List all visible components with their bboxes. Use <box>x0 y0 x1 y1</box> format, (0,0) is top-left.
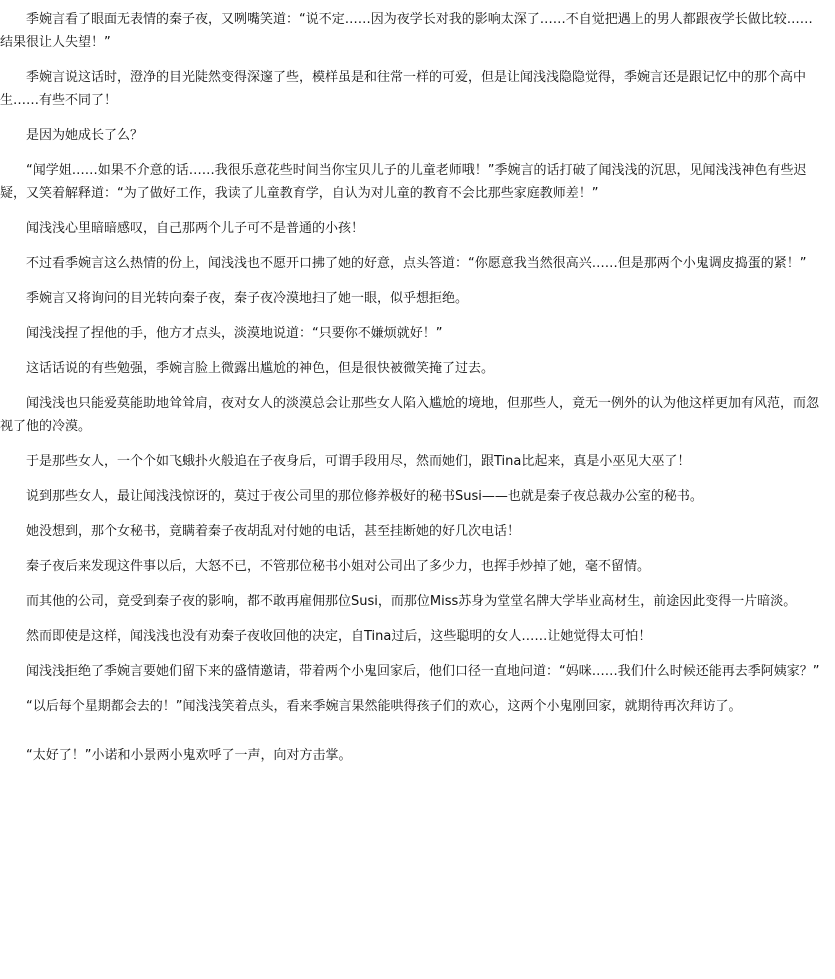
paragraph-8: 闻浅浅捏了捏他的手，他方才点头，淡漠地说道：“只要你不嫌烦就好！” <box>26 326 443 341</box>
paragraph-17: 闻浅浅拒绝了季婉言要她们留下来的盛情邀请，带着两个小鬼回家后，他们口径一直地问道：“妈咪……我们什么时候还能再去季阿姨家？” <box>26 664 820 679</box>
paragraph-11: 于是那些女人，一个个如飞蛾扑火般追在子夜身后，可谓手段用尽，然而她们，跟Tina比起来，真是小巫见大巫了！ <box>26 454 691 469</box>
paragraph-1: 季婉言看了眼面无表情的秦子夜，又咧嘴笑道：“说不定……因为夜学长对我的影响太深了……不自觉把遇上的男人都跟夜学长做比较……结果很让人失望！” <box>0 12 813 50</box>
paragraph-2: 季婉言说这话时，澄净的目光陡然变得深邃了些，模样虽是和往常一样的可爱，但是让闻浅浅隐隐觉得，季婉言还是跟记忆中的那个高中生……有些不同了！ <box>0 70 807 108</box>
paragraph-4: “闻学姐……如果不介意的话……我很乐意花些时间当你宝贝儿子的儿童老师哦！”季婉言的话打破了闻浅浅的沉思，见闻浅浅神色有些迟疑，又笑着解释道：“为了做好工作，我读了儿童教育学，自认为对儿童的教育不会比那些家庭教师差！” <box>0 163 807 201</box>
paragraph-6: 不过看季婉言这么热情的份上，闻浅浅也不愿开口拂了她的好意，点头答道：“你愿意我当然很高兴……但是那两个小鬼调皮捣蛋的紧！” <box>26 256 807 271</box>
paragraph-3: 是因为她成长了么？ <box>26 128 144 143</box>
paragraph-14: 秦子夜后来发现这件事以后，大怒不已，不管那位秘书小姐对公司出了多少力，也挥手炒掉了她，毫不留情。 <box>26 559 651 574</box>
paragraph-9: 这话话说的有些勉强，季婉言脸上微露出尴尬的神色，但是很快被微笑掩了过去。 <box>26 361 495 376</box>
paragraph-15: 而其他的公司，竟受到秦子夜的影响，都不敢再雇佣那位Susi，而那位Miss苏身为堂堂名牌大学毕业高材生，前途因此变得一片暗淡。 <box>26 594 797 609</box>
paragraph-5: 闻浅浅心里暗暗感叹，自己那两个儿子可不是普通的小孩！ <box>26 221 365 236</box>
paragraph-7: 季婉言又将询问的目光转向秦子夜，秦子夜冷漠地扫了她一眼，似乎想拒绝。 <box>26 291 469 306</box>
paragraph-13: 她没想到，那个女秘书，竟瞒着秦子夜胡乱对付她的电话，甚至挂断她的好几次电话！ <box>26 524 521 539</box>
paragraph-10: 闻浅浅也只能爱莫能助地耸耸肩，夜对女人的淡漠总会让那些女人陷入尴尬的境地，但那些人，竟无一例外的认为他这样更加有风范，而忽视了他的冷漠。 <box>0 396 820 434</box>
paragraph-18: “以后每个星期都会去的！”闻浅浅笑着点头，看来季婉言果然能哄得孩子们的欢心，这两个小鬼刚回家，就期待再次拜访了。 <box>26 699 742 714</box>
paragraph-12: 说到那些女人，最让闻浅浅惊讶的，莫过于夜公司里的那位修养极好的秘书Susi——也就是秦子夜总裁办公室的秘书。 <box>26 489 703 504</box>
paragraph-19: “太好了！”小诺和小景两小鬼欢呼了一声，向对方击掌。 <box>26 748 352 763</box>
paragraph-16: 然而即使是这样，闻浅浅也没有劝秦子夜收回他的决定，自Tina过后，这些聪明的女人……让她觉得太可怕！ <box>26 629 652 644</box>
